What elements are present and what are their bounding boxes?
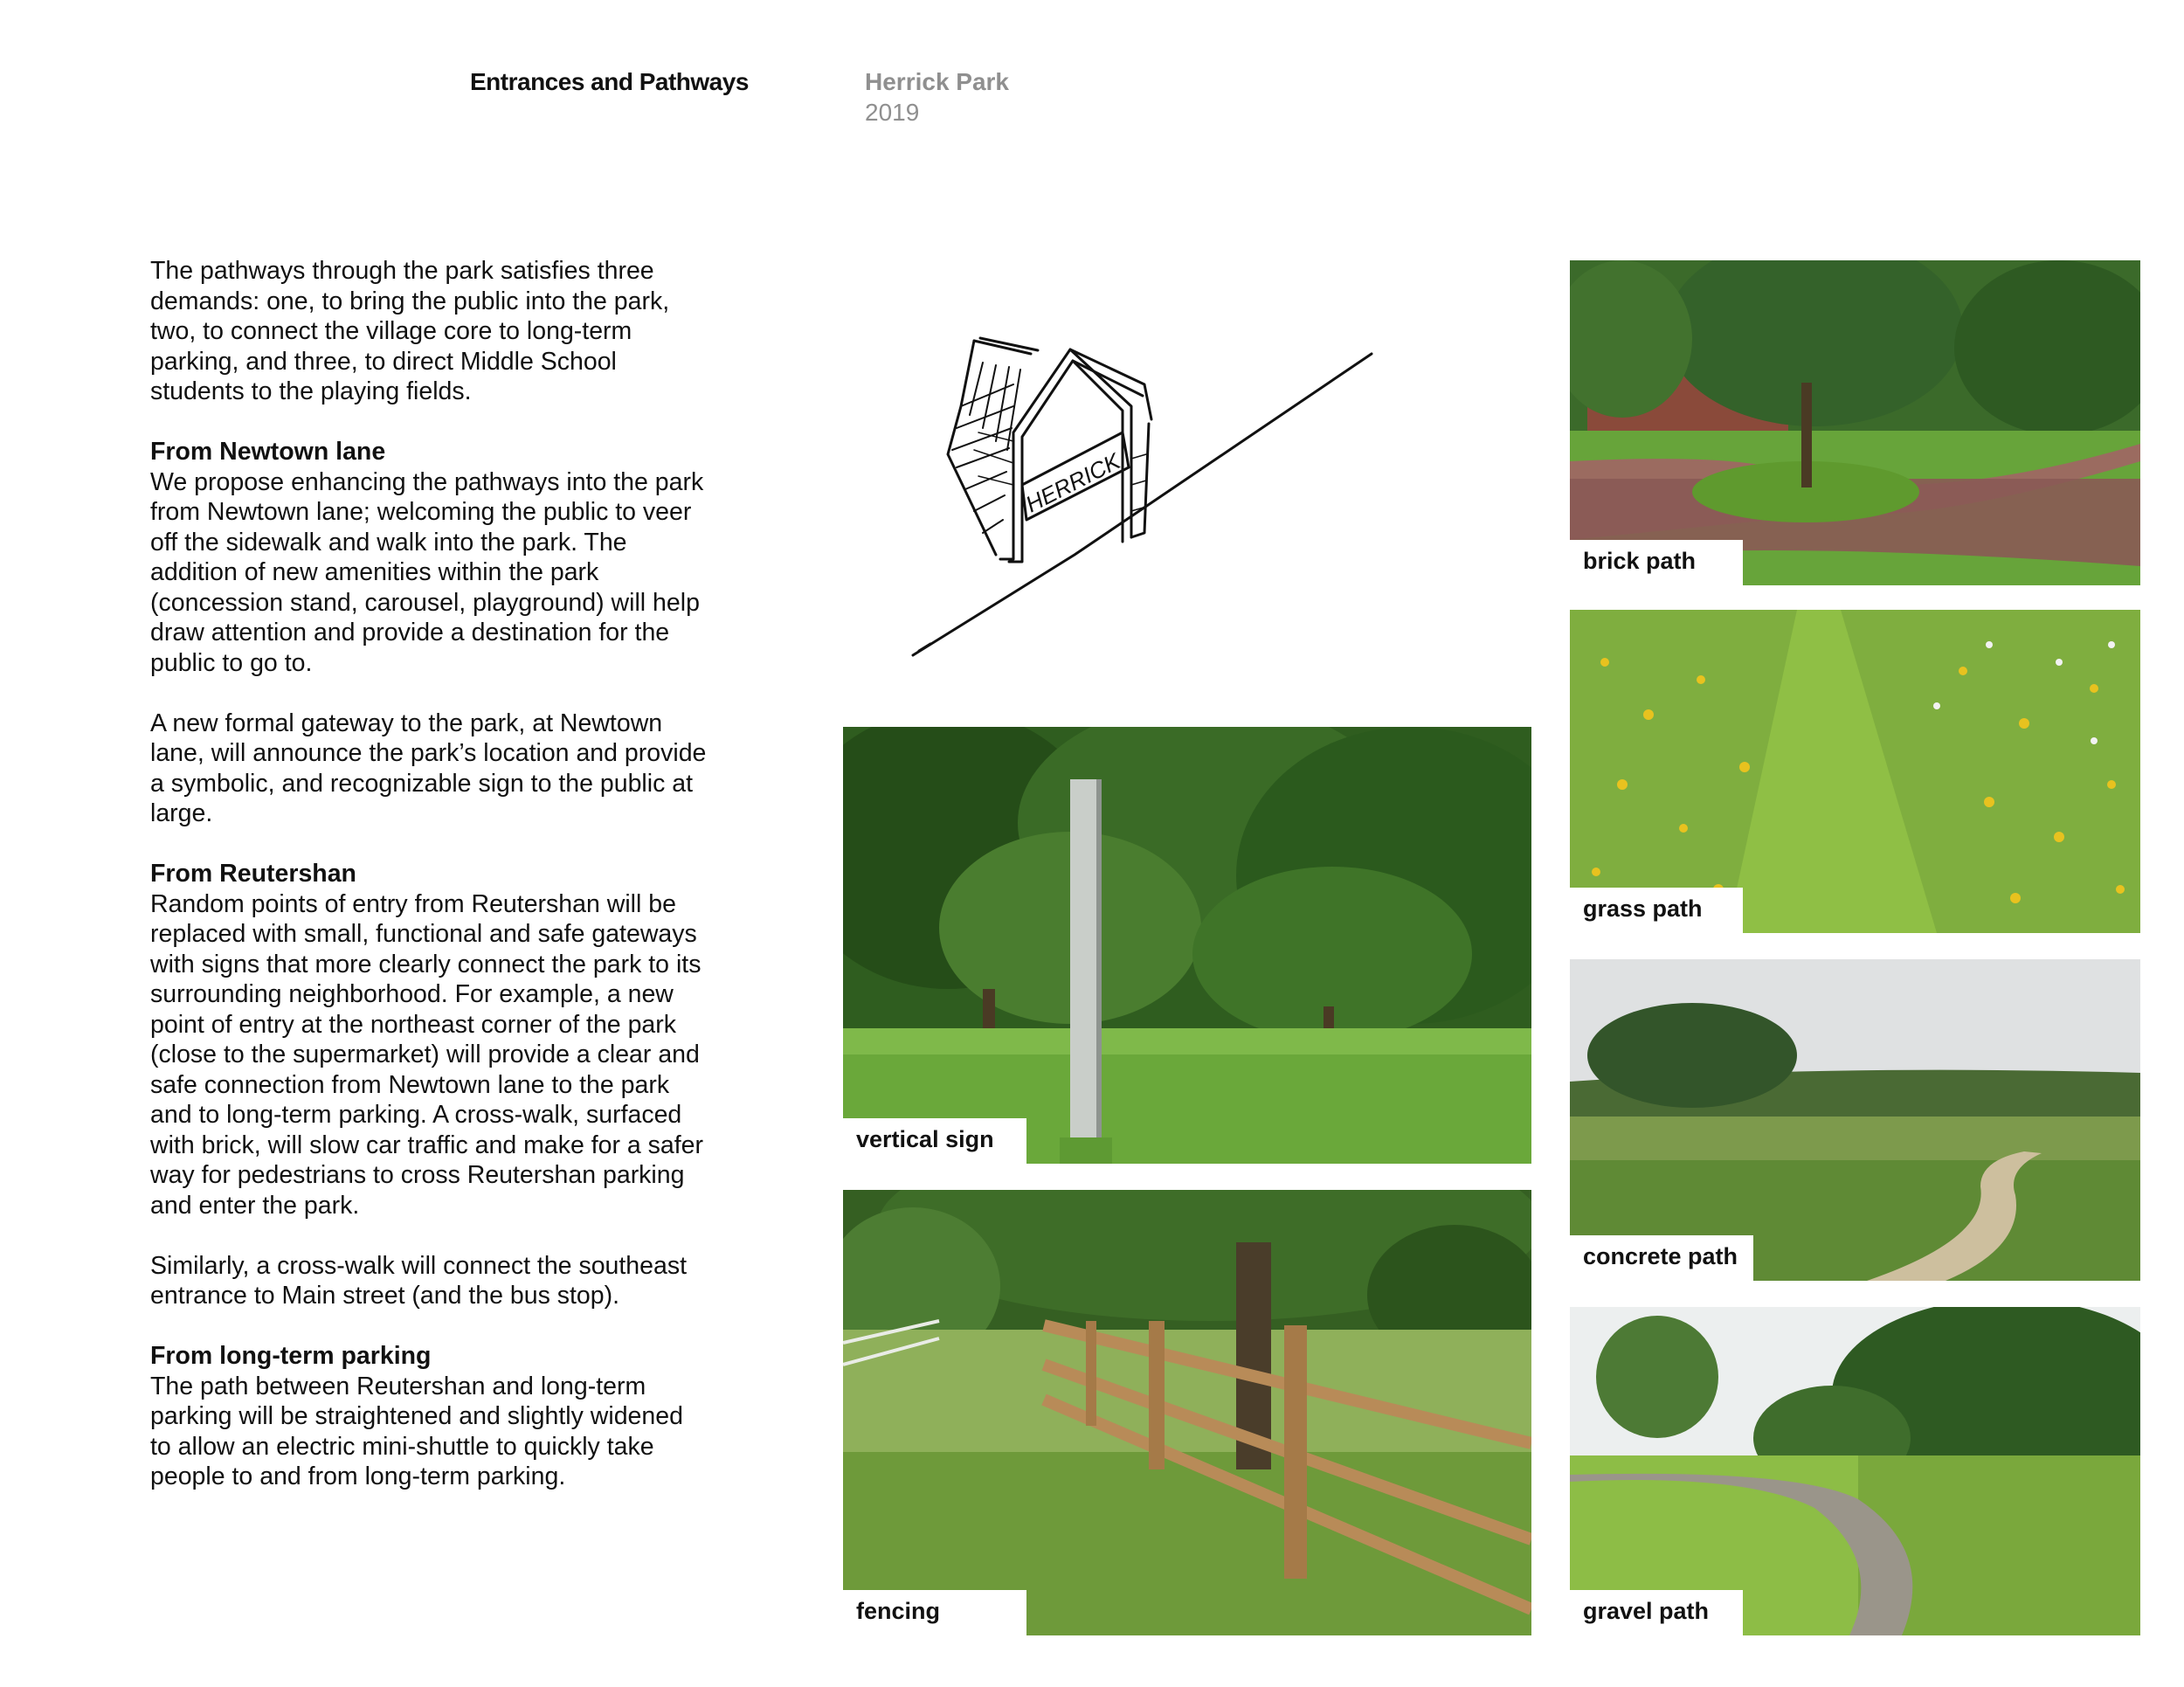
paragraph: A new formal gateway to the park, at Newtown lane, will announce the park’s location and provide a symbolic, and recognizable sign to the public at large.: [150, 709, 707, 827]
section-title: Entrances and Pathways: [470, 68, 749, 95]
photo-caption: grass path: [1570, 888, 1743, 933]
paragraph: We propose enhancing the pathways into the park from Newtown lane; welcoming the public to veer off the sidewalk and walk into the park. The addition of new amenities within the park (concession stand, carousel, playground) will help draw attention and provide a destination for the public to go to.: [150, 467, 704, 677]
photo-caption: vertical sign: [843, 1118, 1026, 1164]
photo-gravel-path: [1570, 1307, 2140, 1635]
photo-caption: fencing: [843, 1590, 1026, 1635]
section-heading-long-term-parking: From long-term parking: [150, 1342, 432, 1370]
paragraph: Random points of entry from Reutershan will be replaced with small, functional and safe gateways with signs that more clearly connect the park to its surrounding neighborhood. For example, a new point of entry at the northeast corner of the park (close to the supermarket) will provide a clear and safe connection from Newtown lane to the park and to long-term parking. A cross-walk, surfaced with brick, will slow car traffic and make for a safer way for pedestrians to cross Reutershan parking and enter the park.: [150, 889, 704, 1220]
gateway-sketch: [909, 301, 1380, 660]
gateway-sign-text: HERRICK: [1021, 447, 1124, 518]
project-name: Herrick Park: [865, 68, 1010, 95]
photo-caption: gravel path: [1570, 1590, 1743, 1635]
photo-concrete-path: [1570, 959, 2140, 1281]
photo-vertical-sign: [843, 727, 1531, 1164]
photo-fencing: [843, 1190, 1531, 1635]
intro-paragraph: The pathways through the park satisfies three demands: one, to bring the public into the park, two, to connect the village core to long-term parking, and three, to direct Middle School students to the playing fields.: [150, 257, 670, 405]
paragraph: Similarly, a cross-walk will connect the southeast entrance to Main street (and the bus stop).: [150, 1251, 688, 1310]
paragraph: The path between Reutershan and long-term parking will be straightened and slightly widened to allow an electric mini-shuttle to quickly take people to and from long-term parking.: [150, 1372, 683, 1490]
section-heading-newtown: From Newtown lane: [150, 438, 386, 466]
photo-caption: brick path: [1570, 540, 1743, 585]
section-heading-reutershan: From Reutershan: [150, 860, 356, 888]
photo-brick-path: [1570, 260, 2140, 585]
photo-caption: concrete path: [1570, 1235, 1753, 1281]
project-year: 2019: [865, 99, 920, 126]
body-text: [150, 256, 709, 1522]
photo-grass-path: [1570, 610, 2140, 933]
